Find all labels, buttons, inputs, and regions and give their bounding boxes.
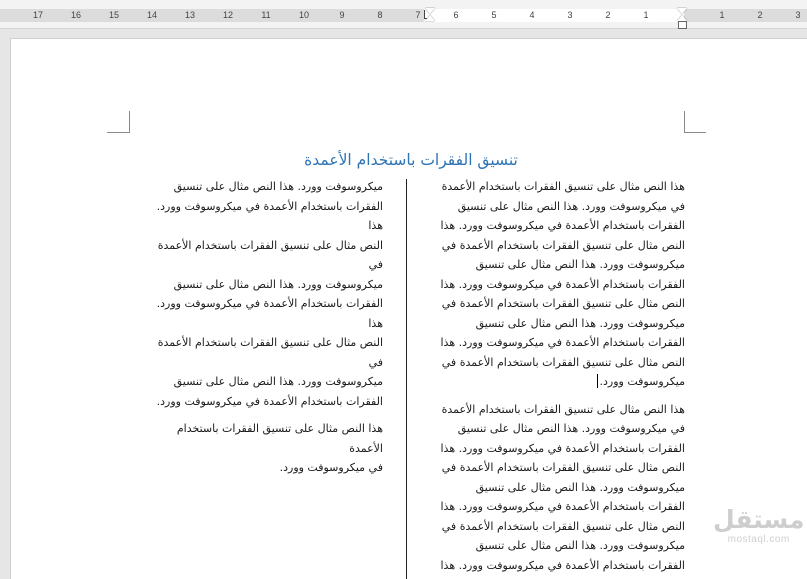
ruler-number: 1 [643, 10, 649, 20]
watermark-url: mostaql.com [727, 534, 790, 545]
ruler-number: 8 [377, 10, 383, 20]
crop-mark [684, 111, 685, 133]
right-paragraph-1-text: هذا النص مثال على تنسيق الفقرات باستخدام الأعمدة في ميكروسوفت وورد. هذا النص مثال على تنسيق الفقرات باستخدام الأعمدة في ميكروسوفت وورد. هذا النص مثال على تنسيق الفقرات باستخدام الأعمدة في ميكروسوفت وورد. هذا النص مثال على تنسيق الفقرات باستخدام الأعمدة في ميكروسوفت وورد. هذا النص مثال على تنسيق الفقرات باستخدام الأعمدة في ميكروسوفت وورد. هذا النص مثال على تنسيق الفقرات باستخدام الأعمدة في ميكروسوفت وورد. هذا النص مثال على تنسيق الفقرات باستخدام الأعمدة في ميكروسوفت وورد. [440, 180, 685, 388]
horizontal-ruler[interactable] [0, 0, 807, 29]
document-page[interactable] [10, 38, 807, 579]
ruler-number: 2 [605, 10, 611, 20]
left-paragraph-1[interactable]: ميكروسوفت وورد. هذا النص مثال على تنسيق الفقرات باستخدام الأعمدة في ميكروسوفت وورد. هذا النص مثال على تنسيق الفقرات باستخدام الأعمدة في ميكروسوفت وورد. هذا النص مثال على تنسيق الفقرات باستخدام الأعمدة في ميكروسوفت وورد. هذا النص مثال على تنسيق الفقرات باستخدام الأعمدة في ميكروسوفت وورد. هذا النص مثال على تنسيق الفقرات باستخدام الأعمدة في ميكروسوفت وورد. [156, 180, 383, 408]
ruler-number: 16 [70, 10, 82, 20]
left-paragraph-2[interactable]: هذا النص مثال على تنسيق الفقرات باستخدام الأعمدة في ميكروسوفت وورد. [176, 422, 383, 474]
text-cursor [597, 374, 598, 388]
right-paragraph-1[interactable] [435, 177, 685, 392]
ruler-number: 10 [298, 10, 310, 20]
right-indent-top-marker[interactable] [677, 8, 687, 14]
crop-mark [107, 132, 129, 133]
right-indent-box[interactable] [678, 21, 687, 29]
ruler-number: 13 [184, 10, 196, 20]
watermark-logo-text: مستقل [713, 505, 805, 534]
hanging-indent-marker[interactable] [425, 15, 435, 21]
ruler-number: 15 [108, 10, 120, 20]
ruler-number: 3 [795, 10, 801, 20]
ruler-left-margin [0, 9, 424, 22]
right-paragraph-2[interactable]: هذا النص مثال على تنسيق الفقرات باستخدام الأعمدة في ميكروسوفت وورد. هذا النص مثال على تنسيق الفقرات باستخدام الأعمدة في ميكروسوفت وورد. هذا النص مثال على تنسيق الفقرات باستخدام الأعمدة في ميكروسوفت وورد. هذا النص مثال على تنسيق الفقرات باستخدام الأعمدة في ميكروسوفت وورد. هذا النص مثال على تنسيق الفقرات باستخدام الأعمدة في ميكروسوفت وورد. هذا النص مثال على تنسيق الفقرات باستخدام الأعمدة في ميكروسوفت وورد. هذا [440, 402, 685, 572]
text-column-left[interactable] [151, 177, 383, 478]
ruler-number: 1 [719, 10, 725, 20]
ruler-number: 11 [261, 10, 271, 20]
crop-mark [684, 132, 706, 133]
ruler-number: 12 [222, 10, 234, 20]
ruler-number: 9 [339, 10, 345, 20]
watermark-logo [713, 506, 804, 545]
ruler-number: 5 [491, 10, 497, 20]
text-column-right[interactable] [435, 177, 685, 575]
ruler-number: 17 [32, 10, 44, 20]
crop-mark [129, 111, 130, 133]
ruler-number: 6 [453, 10, 459, 20]
ruler-number: 7 [415, 10, 421, 20]
ruler-number: 14 [146, 10, 158, 20]
first-line-indent-marker[interactable] [425, 8, 435, 14]
ruler-number: 2 [757, 10, 763, 20]
document-heading[interactable]: تنسيق الفقرات باستخدام الأعمدة [304, 151, 518, 169]
ruler-number: 3 [567, 10, 573, 20]
column-divider-line [406, 179, 407, 579]
ruler-right-margin [684, 9, 807, 22]
ruler-number: 4 [529, 10, 535, 20]
